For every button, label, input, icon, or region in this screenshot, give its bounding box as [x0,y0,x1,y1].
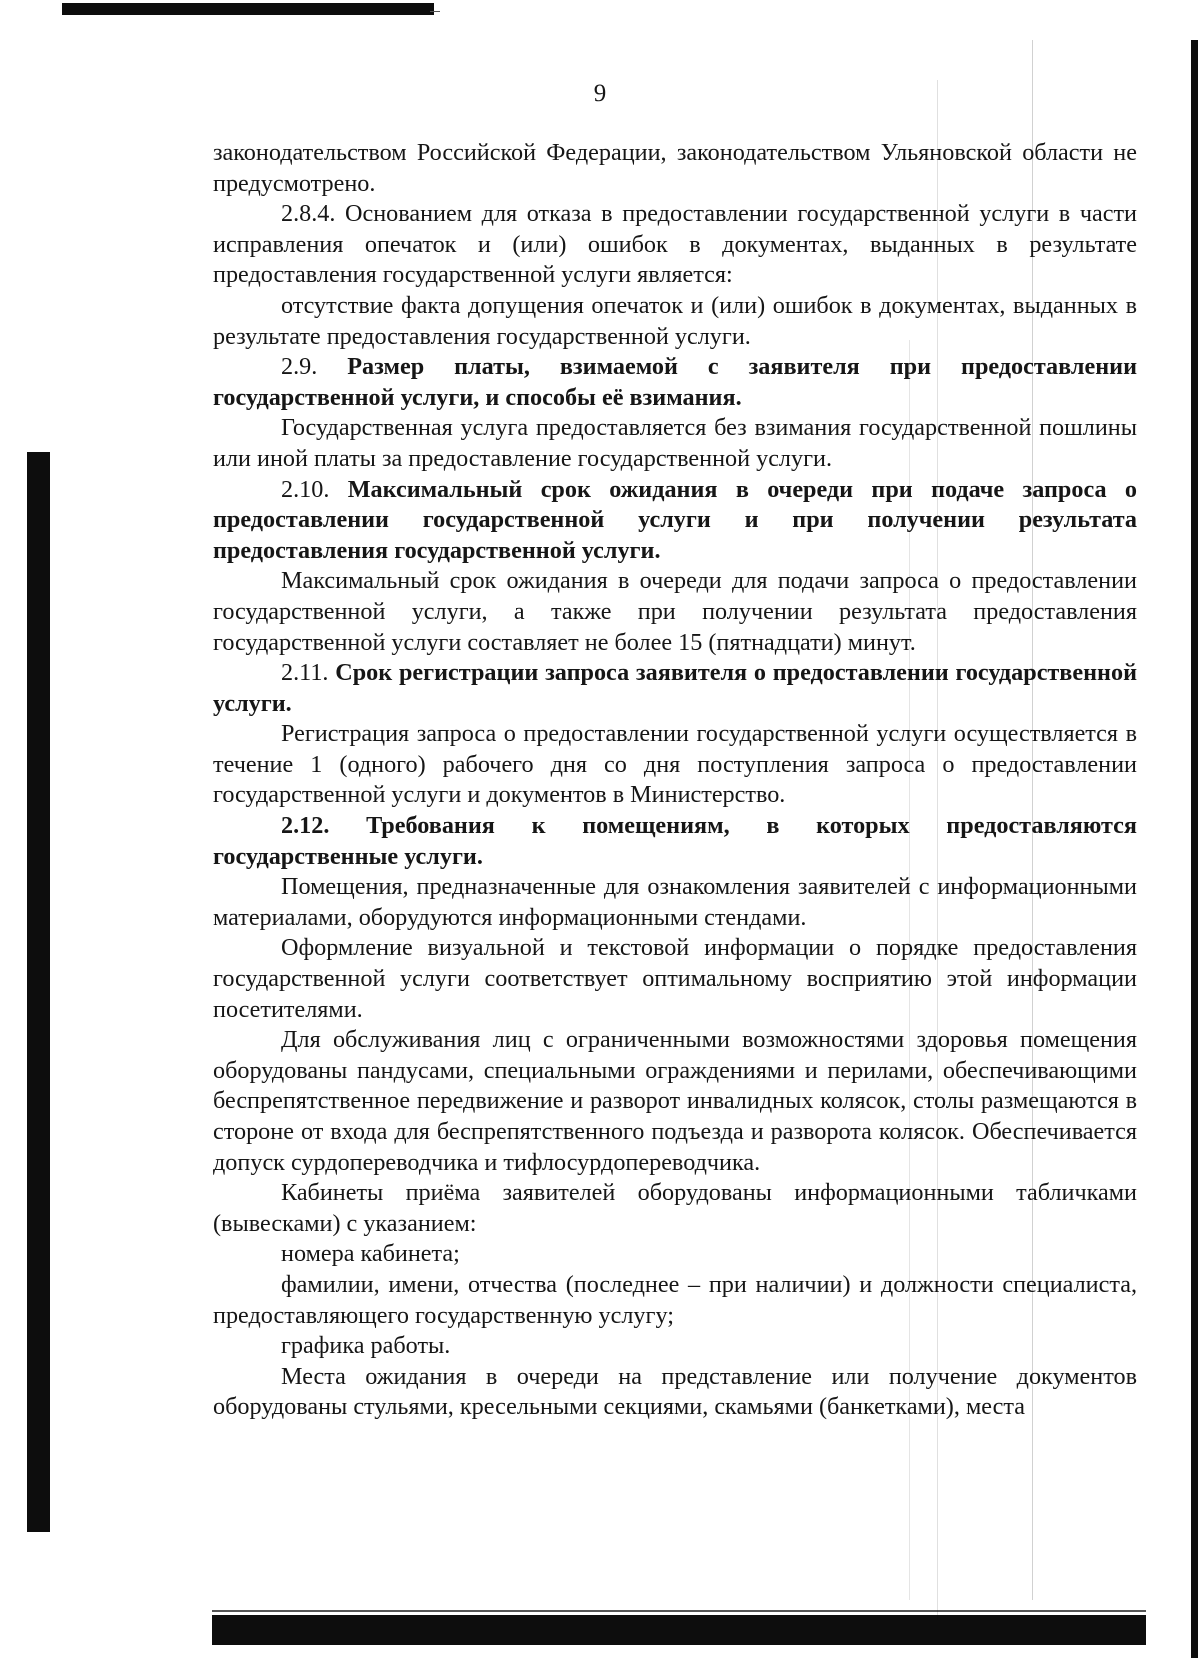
paragraph: Кабинеты приёма заявителей оборудованы информационными табличками (вывесками) с указанием: [213,1179,1137,1237]
scan-edge-bottom-line [212,1610,1146,1612]
list-item: графика работы. [281,1332,451,1360]
section-title: Срок регистрации запроса заявителя о предоставлении государственной услуги. [213,659,1138,717]
section-title: Максимальный срок ожидания в очереди при подаче запроса о предоставлении государственной услуги и при получении результата предоставления государственной услуги. [213,475,1137,564]
section-number: 2.10. [281,475,330,503]
scan-edge-left [27,452,50,1532]
paragraph: Государственная услуга предоставляется без взимания государственной пошлины или иной платы за предоставление государственной услуги. [213,414,1137,472]
paragraph-2-8-4: 2.8.4. Основанием для отказа в предоставлении государственной услуги в части исправления опечаток и (или) ошибок в документах, выданных в результате предоставления государственной услуги является: [213,200,1137,289]
section-title: Требования к помещениям, в которых предоставляются государственные услуги. [213,812,1138,870]
section-heading-2-12 [213,811,1137,872]
scan-edge-right [1191,40,1198,1658]
section-title: Размер платы, взимаемой с заявителя при предоставлении государственной услуги, и способы её взимания. [213,353,1138,411]
paragraph: Помещения, предназначенные для ознакомления заявителей с информационными материалами, оборудуются информационными стендами. [213,873,1137,931]
list-item: фамилии, имени, отчества (последнее – при наличии) и должности специалиста, предоставляющего государственную услугу; [213,1270,1137,1329]
paragraph: Для обслуживания лиц с ограниченными возможностями здоровья помещения оборудованы пандусами, специальными ограждениями и перилами, обеспечивающими беспрепятственное передвижение и разворот инвалидных колясок, столы размещаются в стороне от входа для беспрепятственного подъезда и разворота колясок. Обеспечивается допуск сурдопереводчика и тифлосурдопереводчика. [213,1026,1137,1176]
list-item: номера кабинета; [281,1240,460,1268]
paragraph: Максимальный срок ожидания в очереди для подачи запроса о предоставлении государственной услуги, а также при получении результата предоставления государственной услуги составляет не более 15 (пятнадцати) минут. [213,567,1137,656]
section-number: 2.11. [281,659,329,687]
section-number: 2.9. [281,353,318,381]
paragraph: Оформление визуальной и текстовой информации о порядке предоставления государственной услуги соответствует оптимальному восприятию этой информации посетителями. [213,934,1137,1023]
document-body [213,138,1137,1423]
section-number: 2.12. [281,812,330,840]
paragraph-continuation: законодательством Российской Федерации, законодательством Ульяновской области не предусмотрено. [213,139,1137,197]
section-heading-2-10 [213,475,1137,567]
paragraph: отсутствие факта допущения опечаток и (или) ошибок в документах, выданных в результате предоставления государственной услуги. [213,291,1137,350]
scan-edge-bottom [212,1615,1146,1645]
page-number: 9 [593,80,607,107]
paragraph: Места ожидания в очереди на представление или получение документов оборудованы стульями, кресельными секциями, скамьями (банкетками), места [213,1362,1137,1421]
section-heading-2-9 [213,352,1137,413]
section-heading-2-11 [213,658,1137,719]
paragraph: Регистрация запроса о предоставлении государственной услуги осуществляется в течение 1 (одного) рабочего дня со дня поступления запроса о предоставлении государственной услуги и документов в Министерство. [213,720,1137,809]
scan-edge-top [62,3,434,15]
